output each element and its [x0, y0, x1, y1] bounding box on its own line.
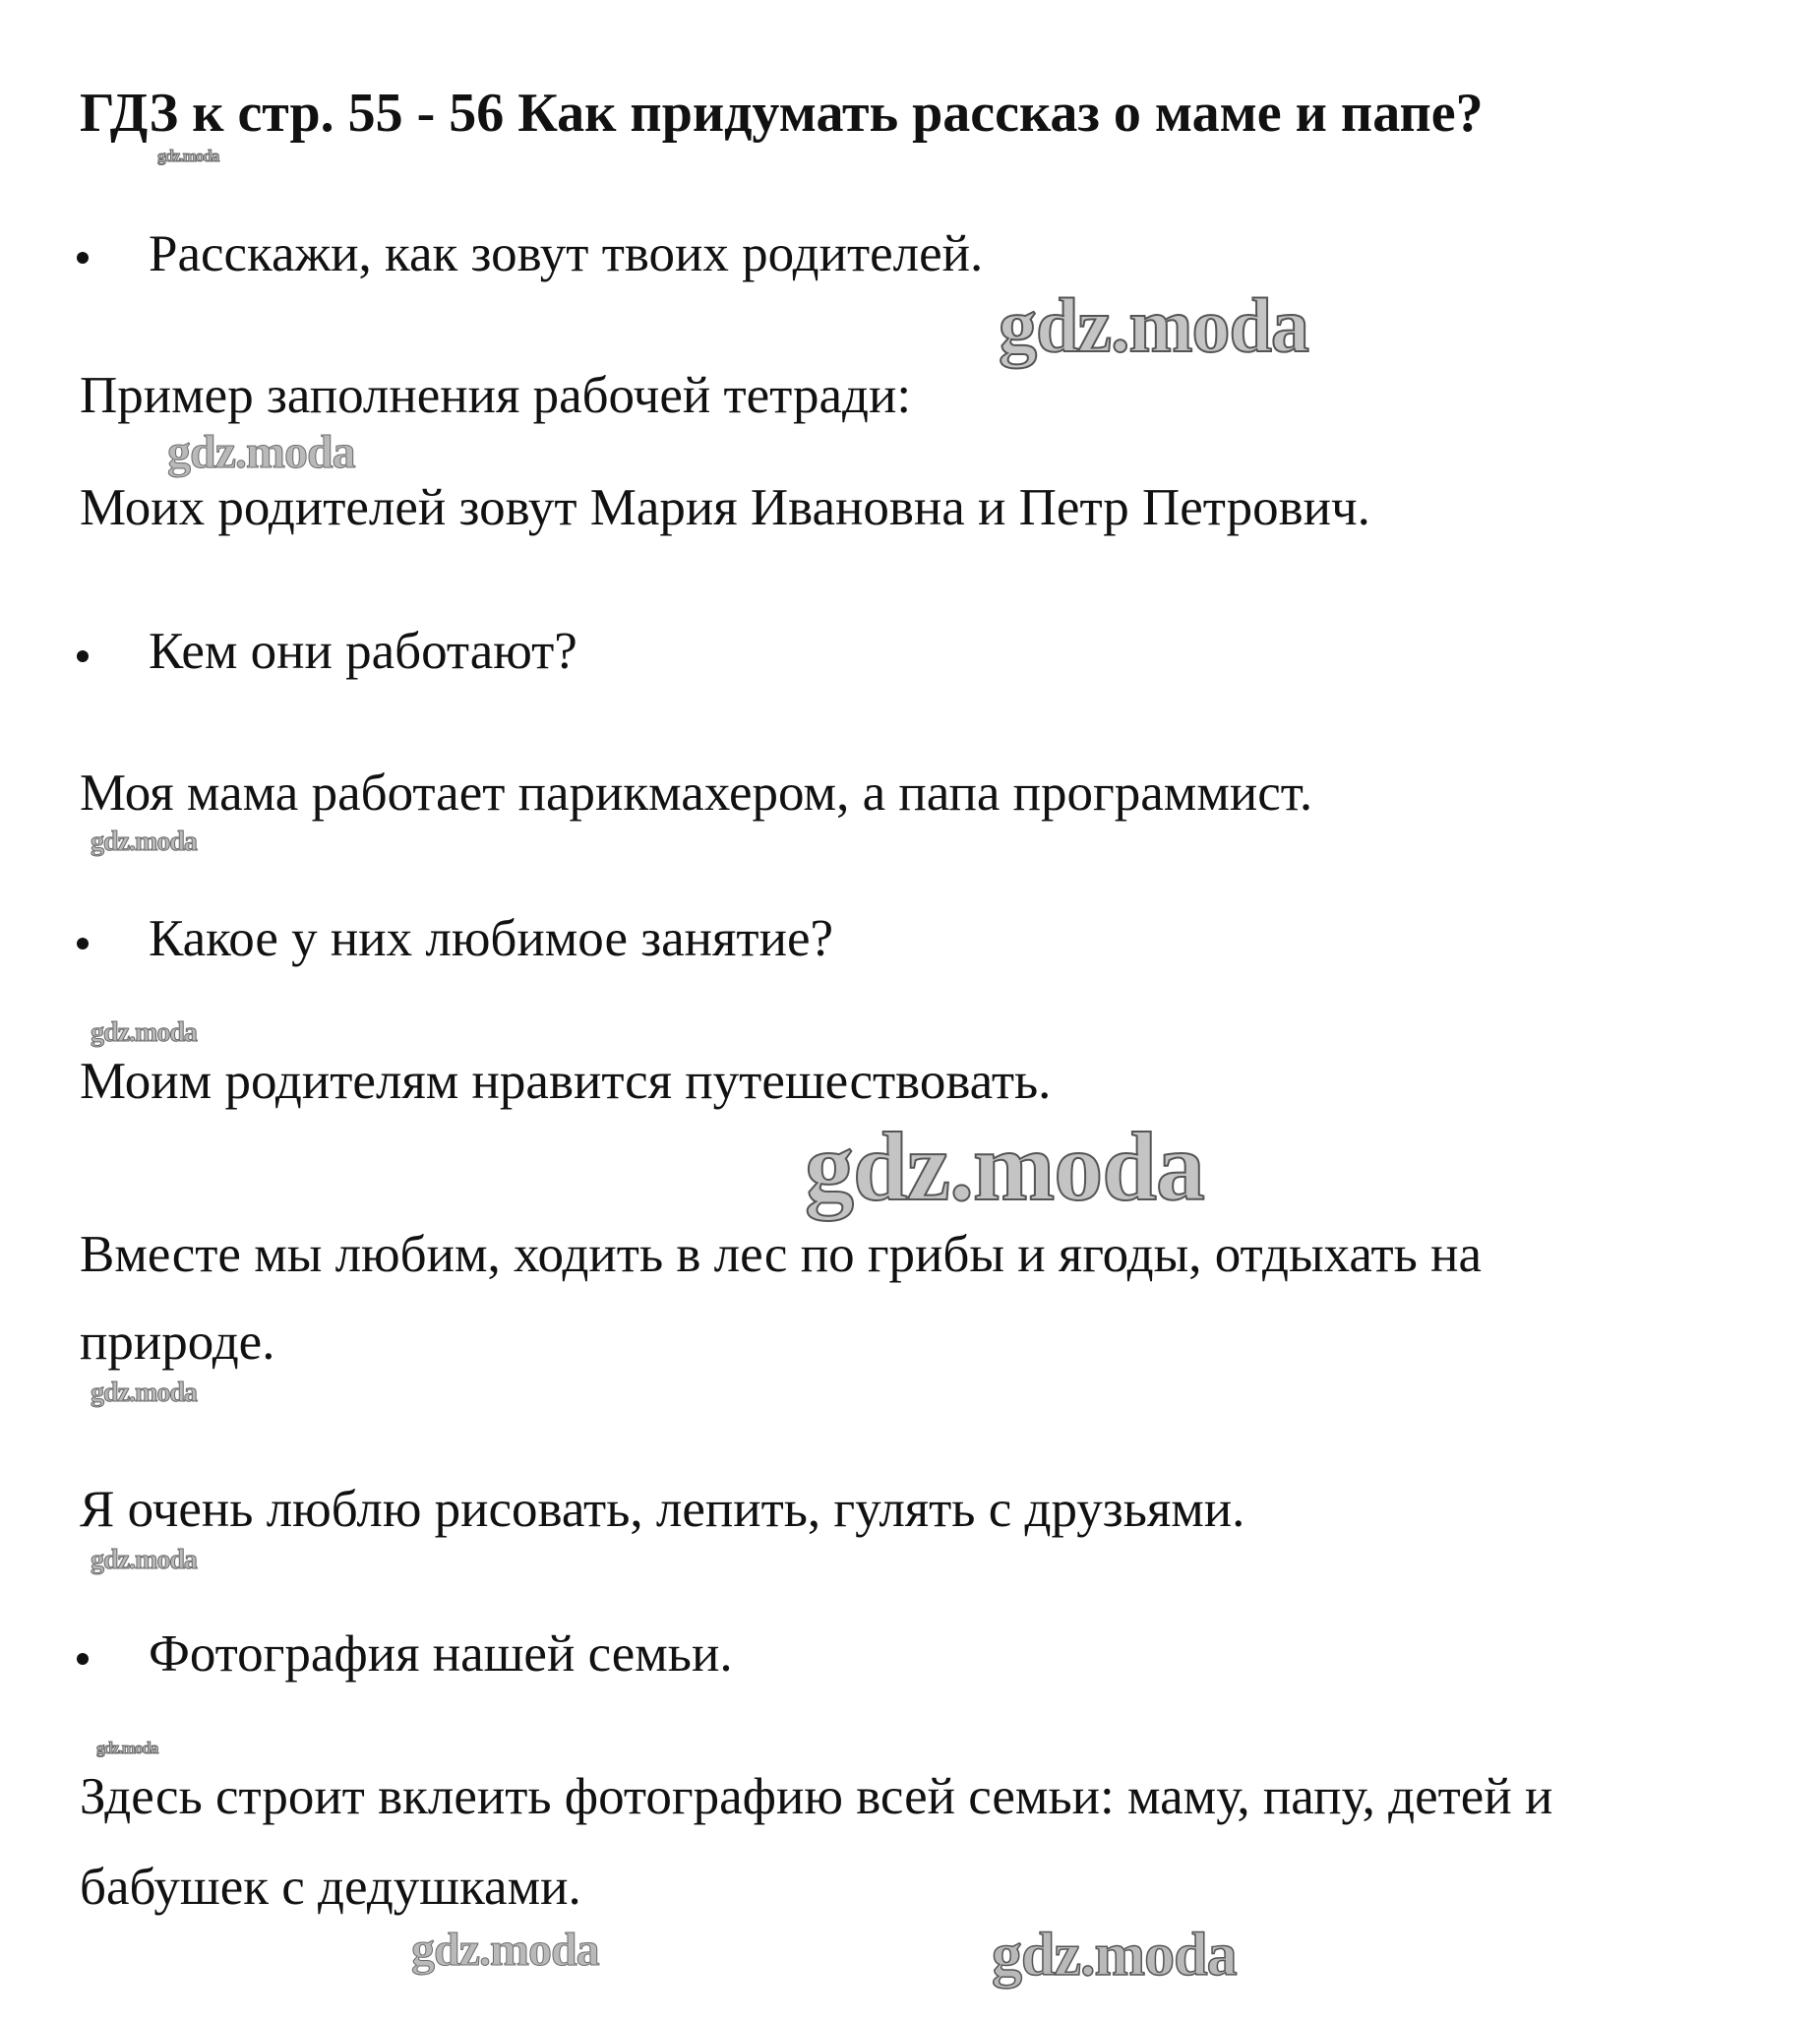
paragraph: природе.: [80, 1314, 275, 1371]
bullet-item-question: Фотография нашей семьи.: [149, 1625, 733, 1683]
bullet-dot: [77, 938, 89, 949]
bullet-dot: [77, 1653, 89, 1665]
watermark: gdz.moda: [96, 1739, 158, 1757]
watermark: gdz.moda: [157, 147, 219, 165]
paragraph: Вместе мы любим, ходить в лес по грибы и ягоды, отдыхать на: [80, 1226, 1482, 1283]
bullet-item-question: Расскажи, как зовут твоих родителей.: [149, 225, 984, 282]
watermark: gdz.moda: [91, 1545, 197, 1575]
bullet-dot: [77, 252, 89, 264]
bullet-item-question: Какое у них любимое занятие?: [149, 910, 833, 967]
paragraph: Здесь строит вклеить фотографию всей семьи: маму, папу, детей и: [80, 1768, 1553, 1825]
paragraph: Моя мама работает парикмахером, а папа программист.: [80, 765, 1313, 822]
paragraph: бабушек с дедушками.: [80, 1859, 581, 1916]
watermark: gdz.moda: [91, 1017, 197, 1048]
page-title: ГДЗ к стр. 55 - 56 Как придумать рассказ о маме и папе?: [80, 83, 1484, 144]
watermark: gdz.moda: [91, 827, 197, 857]
paragraph: Я очень люблю рисовать, лепить, гулять с друзьями.: [80, 1481, 1245, 1538]
watermark: gdz.moda: [992, 1922, 1237, 1989]
bullet-dot: [77, 650, 89, 662]
watermark: gdz.moda: [91, 1378, 197, 1408]
watermark: gdz.moda: [167, 426, 355, 478]
paragraph: Моим родителям нравится путешествовать.: [80, 1053, 1052, 1110]
paragraph: Моих родителей зовут Мария Ивановна и Петр Петрович.: [80, 479, 1370, 536]
watermark: gdz.moda: [805, 1112, 1204, 1221]
watermark: gdz.moda: [411, 1924, 599, 1976]
bullet-item-question: Кем они работают?: [149, 623, 577, 680]
paragraph: Пример заполнения рабочей тетради:: [80, 367, 912, 424]
watermark: gdz.moda: [999, 282, 1308, 368]
